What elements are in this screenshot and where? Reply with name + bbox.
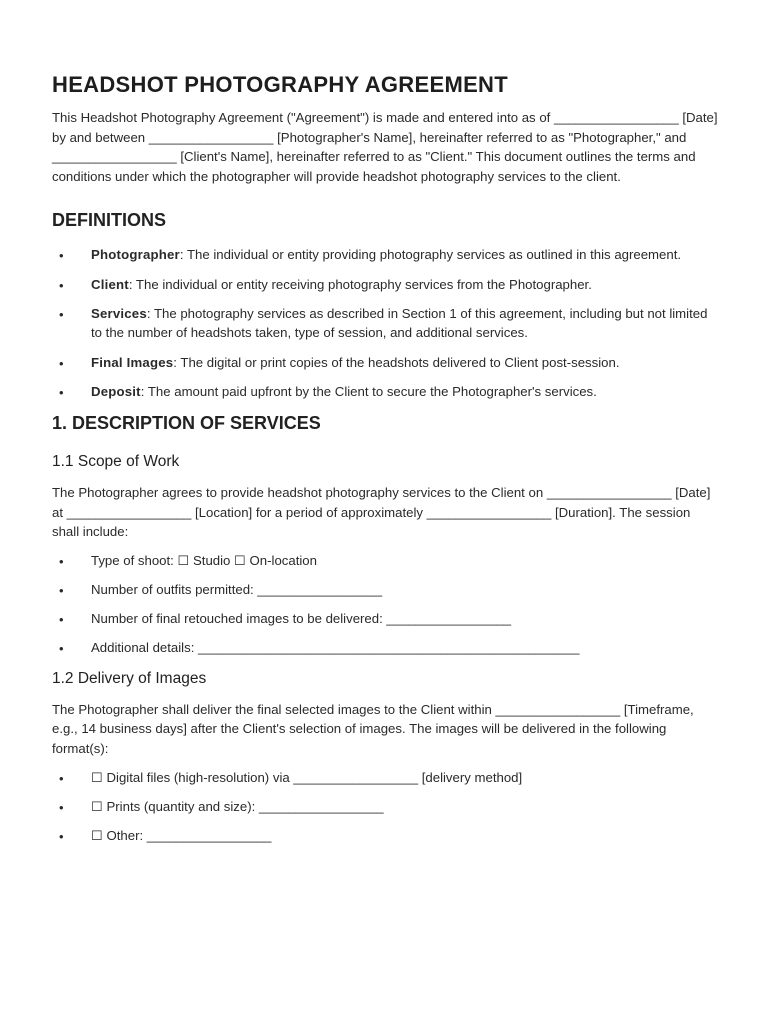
bullet-icon: • xyxy=(59,582,64,598)
definition-text: : The digital or print copies of the headshots delivered to Client post-session. xyxy=(173,354,620,370)
definition-term: Client xyxy=(91,276,129,292)
list-item xyxy=(52,826,720,846)
definition-term: Deposit xyxy=(91,383,141,399)
delivery-of-images-paragraph: The Photographer shall deliver the final selected images to the Client within _________________ [Timeframe, e.g., 14 business days] after the Client's selection of images. The images will be delivered in the following format(s): xyxy=(52,701,694,757)
bullet-icon: • xyxy=(59,277,64,293)
scope-item-text: Number of final retouched images to be delivered: _________________ xyxy=(91,611,512,627)
bullet-icon: • xyxy=(59,612,64,628)
definition-text: : The amount paid upfront by the Client to secure the Photographer's services. xyxy=(140,383,597,399)
scope-of-work-paragraph: The Photographer agrees to provide headshot photography services to the Client on _________________ [Date] at _________________ [Location] for a period of approximately _________________ [Duration]. The session shall include: xyxy=(52,484,711,540)
scope-item-text: Number of outfits permitted: _________________ xyxy=(91,581,383,597)
scope-item-text: Additional details: ____________________________________________________ xyxy=(91,640,580,656)
bullet-icon: • xyxy=(59,384,64,400)
delivery-item-text: ☐ Prints (quantity and size): _________________ xyxy=(91,798,384,814)
delivery-format-list xyxy=(52,768,720,846)
delivery-item-text: ☐ Other: _________________ xyxy=(91,828,272,843)
scope-item-text: Type of shoot: ☐ Studio ☐ On-location xyxy=(91,552,317,568)
definitions-heading: DEFINITIONS xyxy=(52,210,167,231)
definition-term: Final Images xyxy=(91,354,174,370)
intro-paragraph: This Headshot Photography Agreement ("Agreement") is made and entered into as of _________________ [Date] by and between _________________ [Photographer's Name], hereinafter referred to as "Photographer," and _________________ [Client's Name], hereinafter referred to as "Client." This document outlines the terms and conditions under which the photographer will provide headshot photography services to the client. xyxy=(52,110,718,184)
definition-text: : The individual or entity providing photography services as outlined in this agreement. xyxy=(179,247,682,263)
list-item xyxy=(52,609,720,629)
bullet-icon: • xyxy=(59,641,64,657)
list-item xyxy=(52,304,720,343)
definition-term: Services xyxy=(91,305,147,321)
delivery-of-images-heading: 1.2 Delivery of Images xyxy=(52,669,207,687)
bullet-icon: • xyxy=(59,306,64,322)
scope-of-work-heading: 1.1 Scope of Work xyxy=(52,452,180,470)
list-item xyxy=(52,245,720,265)
list-item xyxy=(52,275,720,295)
list-item xyxy=(52,382,720,402)
bullet-icon: • xyxy=(59,248,64,264)
definition-term: Photographer xyxy=(91,247,180,263)
bullet-icon: • xyxy=(59,799,64,815)
definition-text: : The photography services as described in Section 1 of this agreement, including but not limited to the number of headshots taken, type of session, and additional services. xyxy=(91,305,708,341)
definition-text: : The individual or entity receiving photography services from the Photographer. xyxy=(128,276,592,292)
definitions-list xyxy=(52,245,720,401)
list-item xyxy=(52,580,720,600)
list-item xyxy=(52,638,720,658)
list-item xyxy=(52,768,720,788)
bullet-icon: • xyxy=(59,770,64,786)
agreement-document xyxy=(52,70,720,855)
section-1-heading: 1. DESCRIPTION OF SERVICES xyxy=(52,412,321,433)
document-title: HEADSHOT PHOTOGRAPHY AGREEMENT xyxy=(52,72,508,97)
list-item xyxy=(52,551,720,571)
delivery-item-text: ☐ Digital files (high-resolution) via _________________ [delivery method] xyxy=(91,769,523,785)
bullet-icon: • xyxy=(59,829,64,844)
bullet-icon: • xyxy=(59,355,64,371)
scope-of-work-list xyxy=(52,551,720,658)
bullet-icon: • xyxy=(59,553,64,569)
list-item xyxy=(52,797,720,817)
list-item xyxy=(52,353,720,373)
